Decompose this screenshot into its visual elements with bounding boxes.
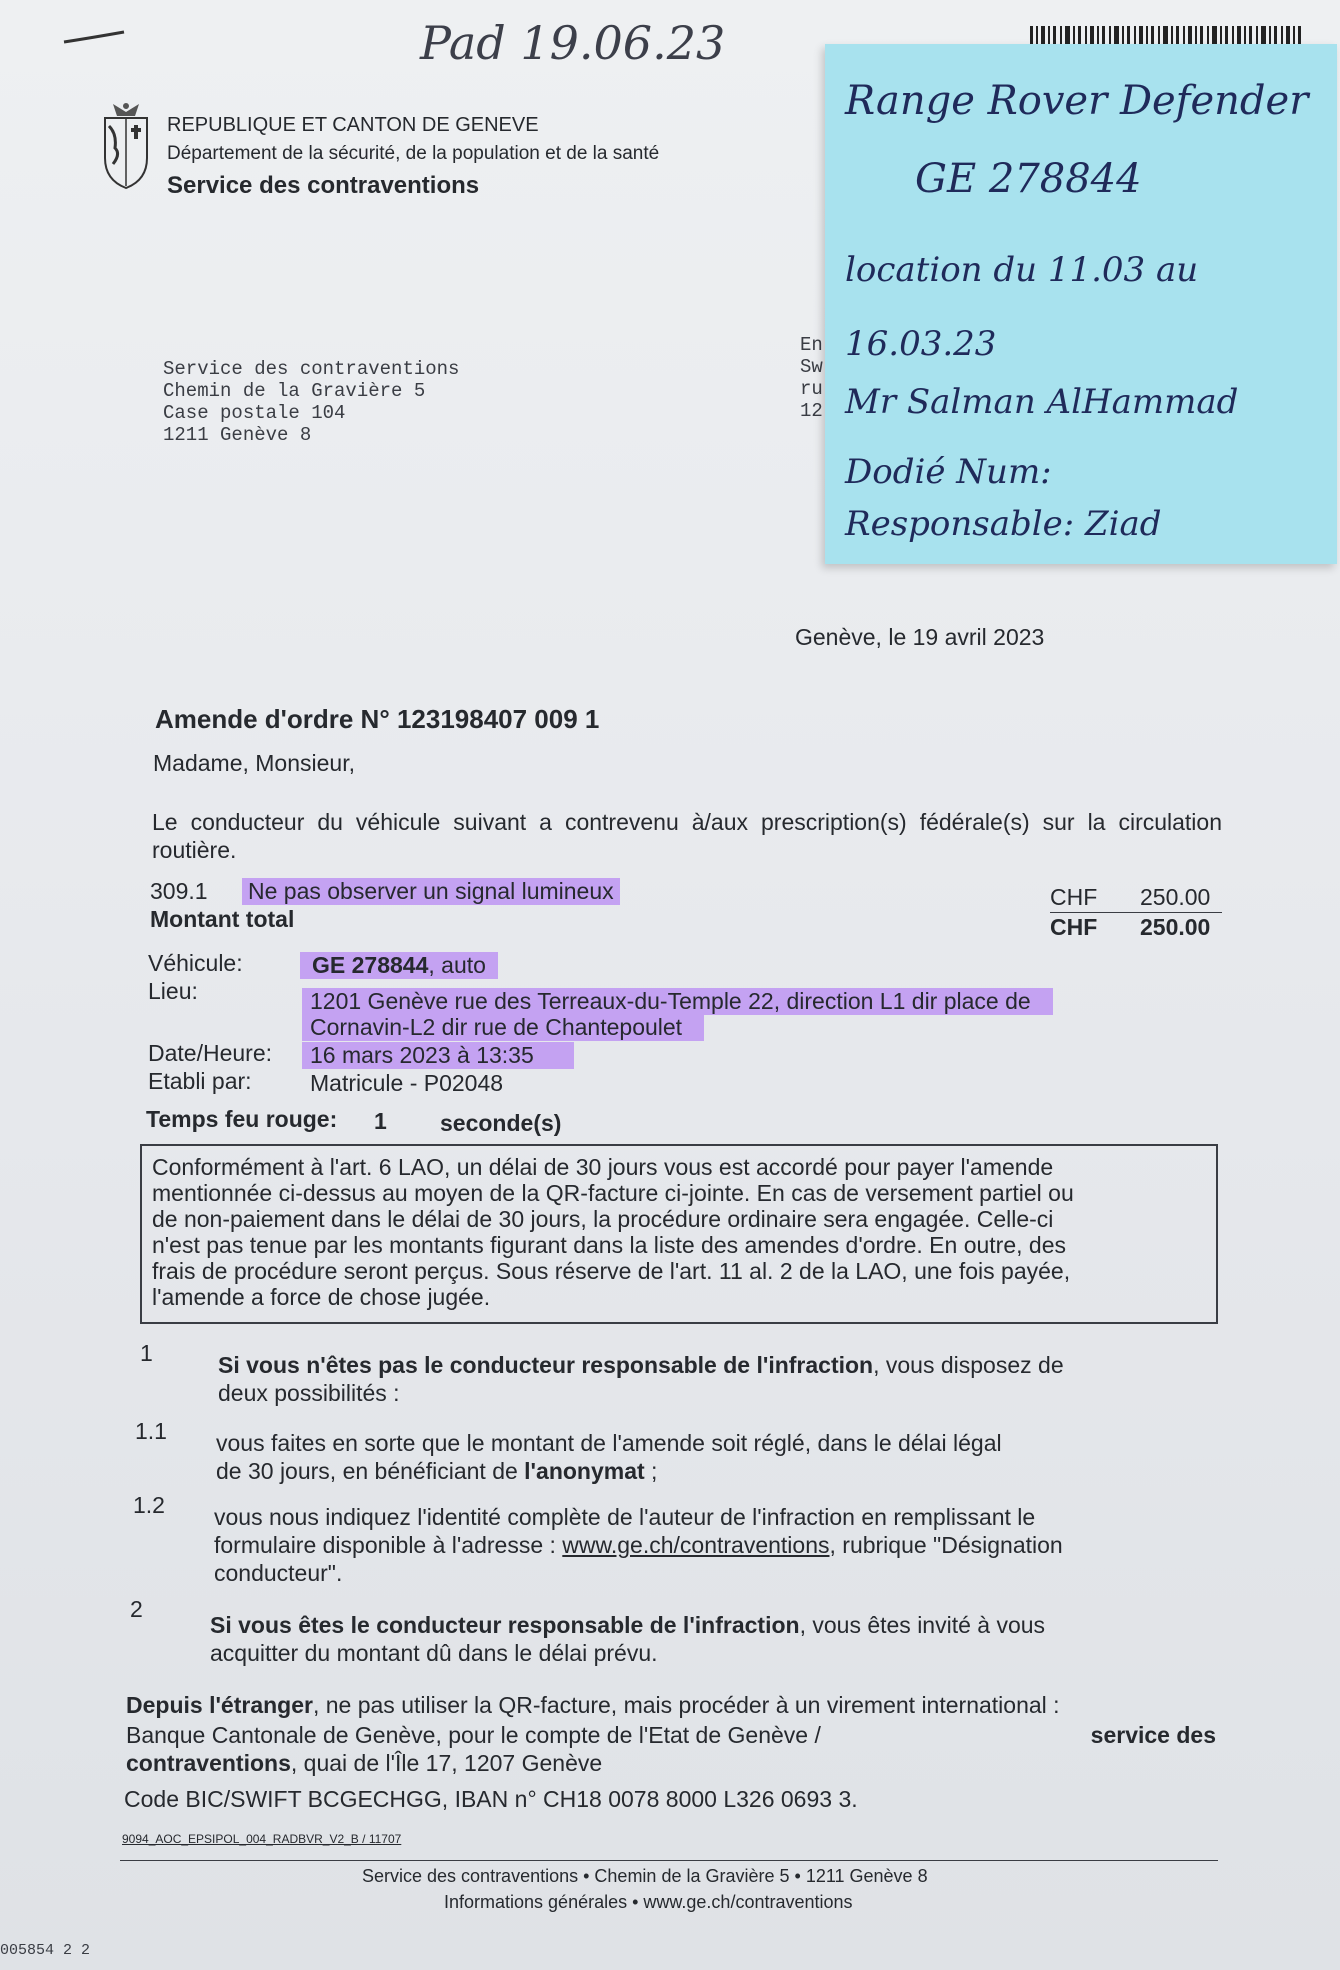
foreign-service: service des — [1090, 1722, 1216, 1748]
red-light-unit: seconde(s) — [440, 1110, 562, 1136]
sticky-note — [825, 44, 1337, 564]
place-value-line2: Cornavin-L2 dir rue de Chantepoulet — [302, 1014, 704, 1041]
notice-line: Conformément à l'art. 6 LAO, un délai de 30 jours vous est accordé pour payer l'amende — [152, 1154, 1054, 1180]
vehicle-value — [300, 952, 498, 979]
salutation: Madame, Monsieur, — [153, 750, 355, 776]
recipient-address-fragment: ru — [800, 378, 823, 400]
item-1-2-text: formulaire disponible à l'adresse : — [214, 1532, 563, 1558]
sticky-note-line: Range Rover Defender — [845, 78, 1309, 124]
foreign-line2 — [126, 1722, 1216, 1749]
issuer-label: Etabli par: — [148, 1068, 252, 1094]
foreign-address: , quai de l'Île 17, 1207 Genève — [290, 1750, 603, 1776]
item-2-bold: Si vous êtes le conducteur responsable de l'infraction — [210, 1612, 800, 1638]
recipient-address-fragment: 12 — [800, 400, 823, 422]
item-number: 1.1 — [135, 1418, 167, 1444]
notice-line: n'est pas tenue par les montants figurant dans la liste des amendes d'ordre. En outre, des — [152, 1232, 1066, 1258]
page-code: 005854 2 2 — [0, 1942, 91, 1959]
total-label: Montant total — [150, 906, 295, 932]
offense-amount: 250.00 — [1140, 884, 1211, 910]
item-1-2-line3: conducteur". — [214, 1560, 343, 1586]
item-1-1-line2 — [216, 1458, 657, 1485]
notice-line: l'amende a force de chose jugée. — [152, 1284, 491, 1310]
item-number: 1 — [140, 1340, 153, 1366]
offense-code: 309.1 — [150, 878, 208, 904]
sticky-note-line: GE 278844 — [915, 156, 1142, 202]
amount-divider — [1050, 912, 1222, 913]
geneva-coat-of-arms-icon — [95, 98, 157, 192]
header-republic: REPUBLIQUE ET CANTON DE GENEVE — [167, 114, 539, 136]
footer-line2: Informations générales • www.ge.ch/contraventions — [444, 1892, 853, 1912]
red-light-value: 1 — [374, 1108, 387, 1134]
item-1-2-line2 — [214, 1532, 1063, 1559]
footer-divider — [120, 1860, 1218, 1861]
sticky-note-line: Responsable: Ziad — [845, 504, 1162, 544]
datetime-label: Date/Heure: — [148, 1040, 273, 1066]
item-2-rest: , vous êtes invité à vous — [799, 1612, 1046, 1638]
sticky-note-line: 16.03.23 — [845, 324, 997, 364]
item-1-line1 — [218, 1352, 1064, 1379]
sticky-note-line: Dodié Num: — [845, 452, 1052, 492]
fine-title: Amende d'ordre N° 123198407 009 1 — [155, 704, 600, 734]
item-2-line2: acquitter du montant dû dans le délai prévu. — [210, 1640, 658, 1666]
place-label: Lieu: — [148, 978, 198, 1004]
sender-address-line: Case postale 104 — [163, 402, 346, 424]
offense-label: Ne pas observer un signal lumineux — [242, 878, 620, 905]
item-number: 1.2 — [133, 1492, 165, 1518]
sender-address-line: 1211 Genève 8 — [163, 424, 312, 446]
vehicle-type: , auto — [428, 952, 486, 978]
handwritten-date: Pad 19.06.23 — [420, 16, 726, 70]
notice-line: frais de procédure seront perçus. Sous réserve de l'art. 11 al. 2 de la LAO, une fois payée, — [152, 1258, 1071, 1284]
datetime-value: 16 mars 2023 à 13:35 — [302, 1042, 574, 1069]
footer-line1: Service des contraventions • Chemin de la Gravière 5 • 1211 Genève 8 — [362, 1866, 928, 1886]
red-light-label: Temps feu rouge: — [146, 1106, 338, 1132]
foreign-contraventions: contraventions — [126, 1750, 291, 1776]
foreign-bank: Banque Cantonale de Genève, pour le compte de l'Etat de Genève / — [126, 1722, 821, 1748]
contraventions-link[interactable]: www.ge.ch/contraventions — [562, 1532, 830, 1558]
form-reference: 9094_AOC_EPSIPOL_004_RADBVR_V2_B / 11707 — [122, 1832, 402, 1846]
total-amount: 250.00 — [1140, 914, 1211, 940]
vehicle-plate: GE 278844 — [312, 952, 429, 978]
item-1-rest: , vous disposez de — [873, 1352, 1064, 1378]
recipient-address-fragment: En — [800, 334, 823, 356]
header-department: Département de la sécurité, de la population et de la santé — [167, 143, 660, 164]
total-currency: CHF — [1050, 914, 1098, 940]
place-date: Genève, le 19 avril 2023 — [795, 624, 1045, 650]
issuer-value: Matricule - P02048 — [310, 1070, 504, 1096]
item-2-line1 — [210, 1612, 1045, 1639]
offense-currency: CHF — [1050, 884, 1098, 910]
intro-paragraph: Le conducteur du véhicule suivant a contrevenu à/aux prescription(s) fédérale(s) sur la circulation routière. — [152, 809, 1222, 863]
recipient-address-fragment: Sw — [800, 356, 823, 378]
item-1-1-anonymity: l'anonymat — [524, 1458, 645, 1484]
sender-address-line: Service des contraventions — [163, 358, 460, 380]
item-number: 2 — [130, 1596, 143, 1622]
sticky-note-line: Mr Salman AlHammad — [845, 382, 1239, 422]
foreign-rest: , ne pas utiliser la QR-facture, mais procéder à un virement international : — [312, 1692, 1060, 1718]
foreign-iban: Code BIC/SWIFT BCGECHGG, IBAN n° CH18 0078 8000 L326 0693 3. — [124, 1786, 858, 1812]
header-service: Service des contraventions — [167, 172, 480, 199]
pen-mark — [60, 20, 130, 50]
notice-line: de non-paiement dans le délai de 30 jours, la procédure ordinaire sera engagée. Celle-ci — [152, 1206, 1054, 1232]
sticky-note-line: location du 11.03 au — [845, 250, 1199, 290]
item-1-1-end: ; — [644, 1458, 658, 1484]
foreign-bold: Depuis l'étranger — [126, 1692, 313, 1718]
item-1-2-rest: , rubrique "Désignation — [829, 1532, 1063, 1558]
item-1-1-line1: vous faites en sorte que le montant de l'amende soit réglé, dans le délai légal — [216, 1430, 1002, 1456]
place-value-line1: 1201 Genève rue des Terreaux-du-Temple 22, direction L1 dir place de — [302, 988, 1053, 1015]
item-1-bold: Si vous n'êtes pas le conducteur responsable de l'infraction — [218, 1352, 874, 1378]
payment-notice-box — [140, 1144, 1218, 1324]
foreign-line3 — [126, 1750, 602, 1777]
notice-line: mentionnée ci-dessus au moyen de la QR-facture ci-jointe. En cas de versement partiel ou — [152, 1180, 1074, 1206]
sender-address-line: Chemin de la Gravière 5 — [163, 380, 426, 402]
foreign-line1 — [126, 1692, 1060, 1719]
item-1-1-text: de 30 jours, en bénéficiant de — [216, 1458, 525, 1484]
item-1-2-line1: vous nous indiquez l'identité complète de l'auteur de l'infraction en remplissant le — [214, 1504, 1036, 1530]
vehicle-label: Véhicule: — [148, 950, 243, 976]
item-1-line2: deux possibilités : — [218, 1380, 400, 1406]
